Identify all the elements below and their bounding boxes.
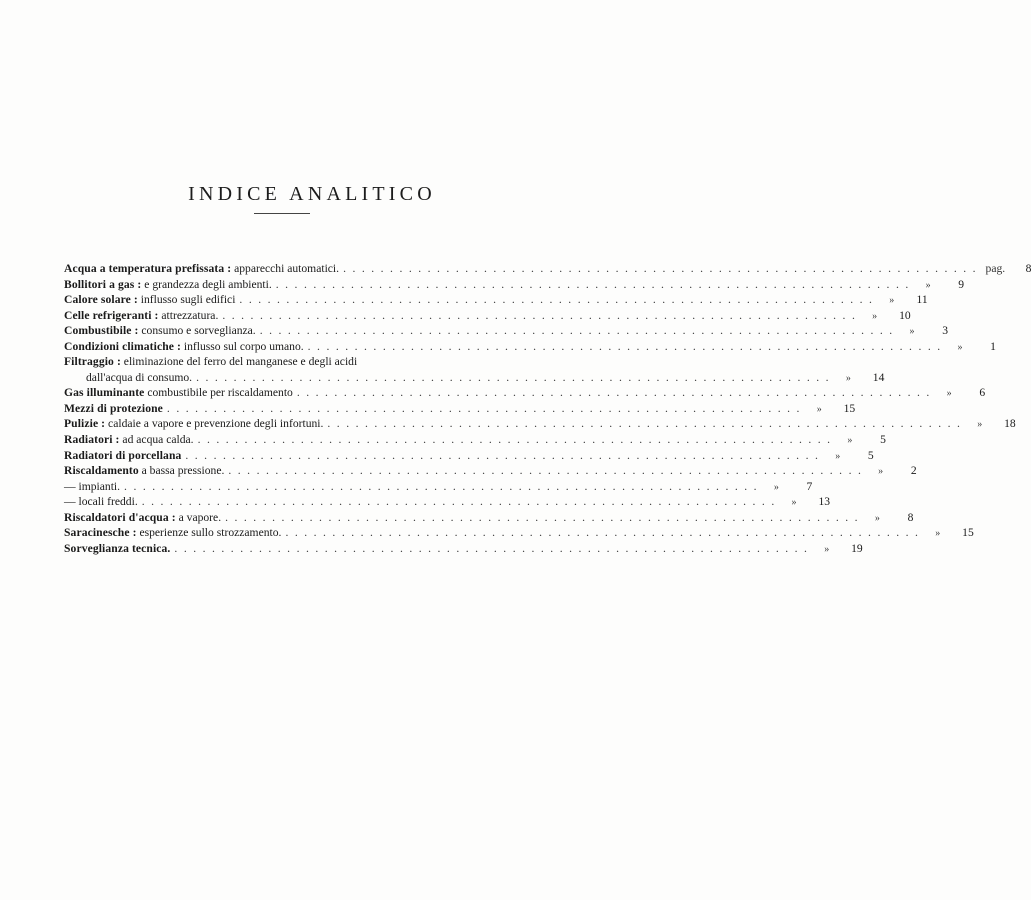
index-entry [64, 277, 965, 293]
index-description: attrezzatura. [158, 308, 219, 322]
index-term: Celle refrigeranti : [64, 308, 159, 322]
index-description: a bassa pressione. [138, 464, 225, 478]
dot-leader [239, 292, 873, 308]
index-entry [64, 401, 856, 417]
index-term: Mezzi di protezione [64, 401, 163, 415]
index-entry [64, 510, 914, 526]
page-ref-label: » [935, 528, 941, 540]
page-number: 11 [916, 293, 928, 307]
index-description: esperienze sullo strozzamento. [136, 526, 282, 540]
index-description: combustibile per riscaldamento [144, 386, 293, 400]
index-term: Condizioni climatiche : [64, 339, 181, 353]
index-entry [64, 479, 813, 495]
page-ref-label: » [946, 388, 952, 400]
index-entry [64, 416, 1016, 432]
index-term: Filtraggio : [64, 355, 121, 369]
page-ref-label: » [878, 466, 884, 478]
page-number: 19 [851, 541, 863, 555]
page-number: 5 [867, 448, 874, 462]
index-entry [64, 448, 874, 464]
index-term: Saracinesche : [64, 526, 137, 540]
page-number: 10 [899, 308, 911, 322]
dot-leader [174, 541, 808, 557]
index-entry [64, 261, 1031, 277]
index-term: Sorveglianza tecnica. [64, 541, 171, 555]
index-description-continuation: dall'acqua di consumo. [86, 370, 193, 384]
dot-leader [225, 510, 859, 526]
page-ref-label: » [791, 497, 797, 509]
index-entry [64, 292, 928, 308]
page-number: 8 [907, 510, 914, 524]
index-entry [64, 525, 974, 541]
page-ref-label: » [835, 450, 841, 462]
index-term: Acqua a temperatura prefissata : [64, 262, 232, 275]
index-description: apparecchi automatici. [231, 262, 340, 275]
index-term: Pulizie : [64, 417, 106, 431]
page-number: 6 [979, 386, 986, 400]
page-ref-label: » [845, 372, 851, 384]
page-number: 13 [818, 495, 831, 509]
index-entry [64, 354, 885, 385]
index-entry [64, 308, 911, 324]
page-number: 2 [910, 464, 917, 478]
dot-leader [276, 277, 910, 293]
index-description: — impianti. [64, 479, 121, 493]
page-ref-label: » [824, 543, 830, 555]
index-entry [64, 494, 831, 510]
dot-leader [142, 494, 776, 510]
dot-leader [167, 401, 801, 417]
page-ref-label: » [874, 512, 880, 524]
page-number: 9 [958, 277, 965, 291]
page-ref-label: » [889, 295, 895, 307]
page-number: 1 [990, 339, 996, 353]
page-ref-label: » [909, 326, 915, 338]
dot-leader [285, 525, 919, 541]
index-entry [64, 385, 986, 401]
page-number: 18 [1004, 417, 1016, 431]
dot-leader [222, 308, 856, 324]
index-term: Radiatori : [64, 433, 120, 447]
index-description: influsso sugli edifici [137, 293, 236, 307]
page-number: 15 [962, 526, 974, 540]
page-ref-label: » [872, 310, 878, 322]
dot-leader [196, 370, 830, 386]
index-term: Bollitori a gas : [64, 277, 142, 291]
page-number: 14 [872, 370, 885, 384]
page-ref-label: » [977, 419, 983, 431]
index-description: consumo e sorveglianza. [138, 324, 256, 338]
page-number: 3 [942, 324, 949, 338]
page-number: 7 [806, 479, 813, 493]
dot-leader [297, 385, 931, 401]
page-number: 15 [843, 401, 856, 415]
dot-leader [327, 416, 961, 432]
page-ref-label: » [773, 481, 779, 493]
page-number: 8 [1025, 262, 1031, 275]
dot-leader [343, 261, 977, 277]
index-entry [64, 432, 886, 448]
index-entry [64, 323, 949, 339]
page-title: INDICE ANALITICO [188, 183, 436, 205]
page-ref-label: » [816, 403, 822, 415]
index-term: Combustibile : [64, 324, 139, 338]
analytic-index [64, 261, 1031, 556]
dot-leader [198, 432, 832, 448]
dot-leader [260, 323, 894, 339]
index-entry [64, 339, 996, 355]
index-term: Riscaldamento [64, 464, 139, 478]
index-term: Gas illuminante [64, 386, 145, 400]
index-term: Riscaldatori d'acqua : [64, 510, 176, 524]
index-entry [64, 541, 863, 557]
dot-leader [228, 463, 862, 479]
page-ref-label: » [847, 435, 853, 447]
index-description: caldaie a vapore e prevenzione degli infortuni. [105, 417, 324, 431]
index-description: influsso sul corpo umano. [180, 339, 304, 353]
index-term: Radiatori di porcellana [64, 448, 182, 462]
dot-leader [124, 479, 758, 495]
page-ref-label: » [957, 341, 963, 353]
title-divider [254, 213, 310, 214]
index-description: a vapore. [175, 510, 222, 524]
index-description: — locali freddi. [64, 495, 138, 509]
page-ref-label: » [925, 279, 931, 291]
index-description: e grandezza degli ambienti. [141, 277, 272, 291]
dot-leader [185, 448, 819, 464]
index-description: eliminazione del ferro del manganese e degli acidi [120, 355, 358, 369]
dot-leader [308, 339, 942, 355]
index-term: Calore solare : [64, 293, 138, 307]
page-ref-label: pag. [985, 262, 1006, 275]
index-description: ad acqua calda. [119, 433, 194, 447]
index-entry [64, 463, 917, 479]
page-number: 5 [880, 433, 886, 447]
